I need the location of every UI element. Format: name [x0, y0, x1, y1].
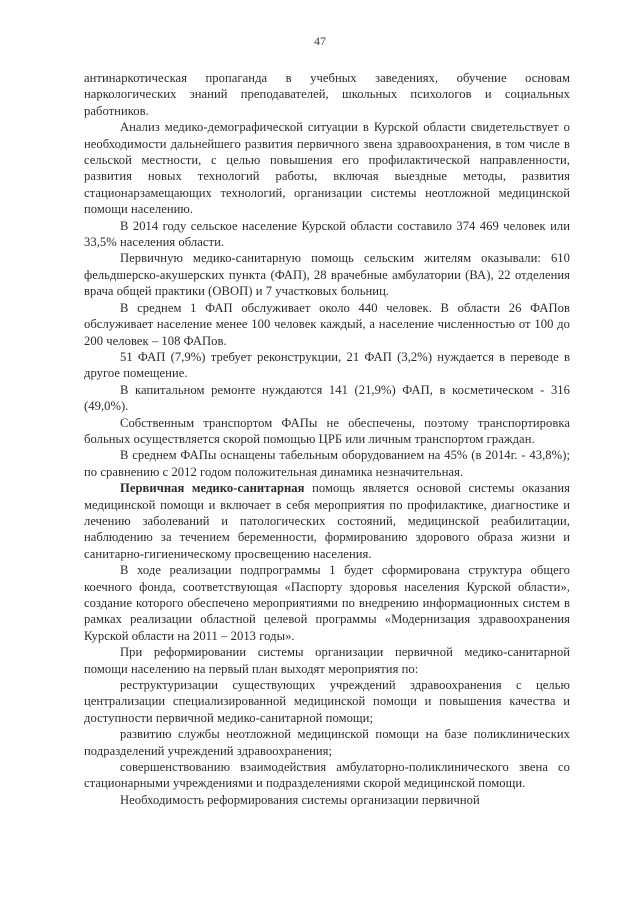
page-number: 47: [314, 34, 326, 48]
paragraph: В среднем ФАПы оснащены табельным оборудованием на 45% (в 2014г. - 43,8%); по сравнению с 2012 годом положительная динамика незначительная.: [84, 448, 570, 479]
list-item: реструктуризации существующих учреждений здравоохранения с целью централизации специализированной медицинской помощи и повышения качества и доступности первичной медико-санитарной помощи;: [84, 678, 570, 725]
paragraph: Первичную медико-санитарную помощь сельским жителям оказывали: 610 фельдшерско-акушерских пункта (ФАП), 28 врачебные амбулатории (ВА), 22 отделения врача общей практики (ОВОП) и 7 участковых больниц.: [84, 251, 570, 299]
paragraph: Собственным транспортом ФАПы не обеспечены, поэтому транспортировка больных осуществляется скорой помощью ЦРБ или личным транспортом граждан.: [84, 415, 570, 446]
bold-term: Первичная медико-санитарная: [120, 481, 305, 496]
paragraph: антинаркотическая пропаганда в учебных заведениях, обучение основам наркологических знаний преподавателей, школьных психологов и социальных работников.: [84, 71, 570, 118]
paragraph: В 2014 году сельское население Курской области составило 374 469 человек или 33,5% населения области.: [84, 218, 570, 250]
list-item: совершенствованию взаимодействия амбулаторно-поликлинического звена со стационарными учреждениями и подразделениями скорой медицинской помощи.: [84, 760, 570, 791]
paragraph: Необходимость реформирования системы организации первичной: [120, 792, 480, 807]
list-item: развитию службы неотложной медицинской помощи на базе поликлинических подразделений учреждений здравоохранения;: [84, 727, 570, 758]
paragraph: При реформировании системы организации первичной медико-санитарной помощи населению на первый план выходят мероприятия по:: [84, 645, 570, 676]
paragraph: [84, 480, 570, 562]
paragraph: Анализ медико-демографической ситуации в Курской области свидетельствует о необходимости дальнейшего развития первичного звена здравоохранения, в том числе в сельской местности, с целью повышения его профилактической направленности, развития новых технологий работы, включая выездные методы, развития стационарзамещающих технологий, организации системы неотложной медицинской помощи населению.: [84, 120, 570, 217]
paragraph: В капитальном ремонте нуждаются 141 (21,9%) ФАП, в косметическом - 316 (49,0%).: [84, 382, 570, 414]
paragraph: В ходе реализации подпрограммы 1 будет сформирована структура общего коечного фонда, соответствующая «Паспорту здоровья населения Курской области», создание которого обеспечено мероприятиями по внедрению информационных систем в рамках реализации областной целевой программы «Модернизация здравоохранения Курской области на 2011 – 2013 годы».: [84, 563, 570, 643]
paragraph-text: помощь является основой системы оказания медицинской помощи и включает в себя мероприятия по профилактике, диагностике и лечению заболеваний и патологических состояний, медицинской реабилитации, наблюдению за течением беременности, формированию здорового образа жизни и санитарно-гигиеническому просвещению населения.: [84, 481, 571, 561]
body-text: [84, 70, 570, 808]
paragraph: В среднем 1 ФАП обслуживает около 440 человек. В области 26 ФАПов обслуживает население менее 100 человек каждый, а население численностью от 100 до 200 человек – 108 ФАПов.: [84, 300, 570, 348]
paragraph: 51 ФАП (7,9%) требует реконструкции, 21 ФАП (3,2%) нуждается в переводе в другое помещение.: [84, 349, 570, 381]
